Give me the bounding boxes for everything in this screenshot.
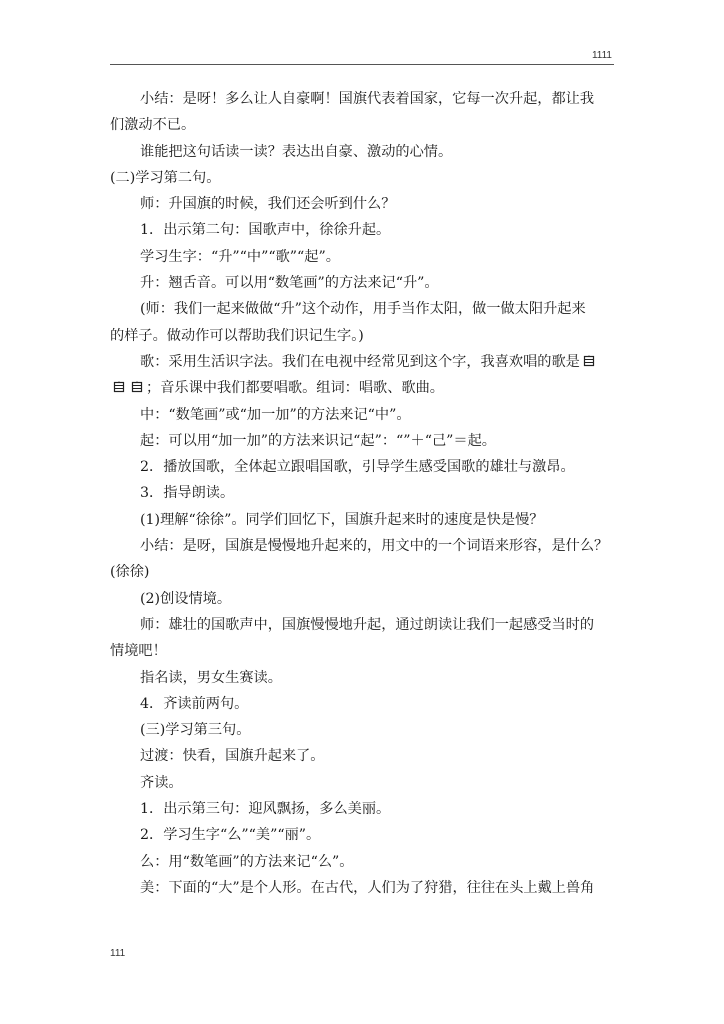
paragraph (110, 875, 620, 901)
paragraph (110, 612, 620, 638)
image-glyph-icon (113, 381, 125, 393)
paragraph-text: 起：可以用“加一加”的方法来识记“起”：“”＋“己”＝起。 (140, 432, 496, 449)
paragraph-text: 指名读，男女生赛读。 (140, 669, 282, 686)
paragraph (110, 507, 620, 533)
paragraph (110, 349, 620, 375)
paragraph-text: 歌：采用生活识字法。我们在电视中经常见到这个字，我喜欢唱的歌是 (140, 353, 580, 370)
paragraph-text: 情境吧！ (110, 643, 167, 660)
footer-page-number: 111 (110, 948, 126, 959)
paragraph (110, 480, 620, 506)
paragraph-text: (二)学习第二句。 (110, 169, 221, 186)
paragraph (110, 112, 620, 138)
paragraph-text: 小结：是呀！多么让人自豪啊！国旗代表着国家，它每一次升起，都让我 (140, 91, 595, 107)
paragraph (110, 191, 620, 217)
document-body (110, 86, 620, 901)
paragraph (110, 139, 620, 165)
paragraph-text: 1．出示第二句：国歌声中，徐徐升起。 (140, 222, 391, 239)
paragraph-text: 师：雄壮的国歌声中，国旗慢慢地升起，通过朗读让我们一起感受当时的 (140, 616, 595, 633)
paragraph (110, 665, 620, 691)
paragraph (110, 86, 620, 112)
paragraph (110, 428, 620, 454)
paragraph-text: 3．指导朗读。 (140, 485, 235, 502)
image-glyph-icon (583, 355, 595, 367)
paragraph (110, 270, 620, 296)
header-page-number: 1111 (591, 50, 612, 61)
paragraph-text: 么：用“数笔画”的方法来记“么”。 (140, 853, 354, 870)
paragraph-text: 小结：是呀，国旗是慢慢地升起来的，用文中的一个词语来形容，是什么？ (140, 538, 609, 555)
paragraph (110, 796, 620, 822)
paragraph (110, 559, 620, 585)
paragraph-text: 的样子。做动作可以帮助我们识记生字。) (110, 327, 364, 344)
paragraph (110, 165, 620, 191)
paragraph-text: (师：我们一起来做做“升”这个动作，用手当作太阳，做一做太阳升起来 (140, 301, 586, 318)
paragraph (110, 217, 620, 243)
paragraph-text: 学习生字：“升”“中”“歌”“起”。 (140, 248, 340, 265)
paragraph-text: 2．学习生字“么”“美”“丽”。 (140, 827, 321, 844)
paragraph-text: 中：“数笔画”或“加一加”的方法来记“中”。 (140, 406, 411, 423)
paragraph (110, 770, 620, 796)
paragraph-text: 齐读。 (140, 774, 183, 791)
paragraph-text: 升：翘舌音。可以用“数笔画”的方法来记“升”。 (140, 275, 439, 292)
paragraph-text: 师：升国旗的时候，我们还会听到什么？ (140, 196, 396, 213)
paragraph (110, 402, 620, 428)
paragraph-text: (三)学习第三句。 (140, 722, 251, 739)
header-rule (110, 64, 614, 65)
paragraph-text: 1．出示第三句：迎风飘扬，多么美丽。 (140, 801, 391, 818)
paragraph (110, 323, 620, 349)
paragraph-text: 们激动不已。 (110, 117, 196, 134)
paragraph (110, 375, 620, 401)
paragraph (110, 244, 620, 270)
image-glyph-icon (131, 381, 143, 393)
paragraph-text: 4．齐读前两句。 (140, 695, 249, 712)
paragraph-text: 2．播放国歌，全体起立跟唱国歌，引导学生感受国歌的雄壮与激昂。 (140, 459, 575, 476)
paragraph-text: (徐徐) (110, 564, 150, 581)
paragraph (110, 849, 620, 875)
paragraph (110, 743, 620, 769)
paragraph-text: 谁能把这句话读一读？表达出自豪、激动的心情。 (140, 143, 453, 160)
paragraph (110, 638, 620, 664)
paragraph (110, 822, 620, 848)
paragraph (110, 533, 620, 559)
paragraph (110, 296, 620, 322)
paragraph-text: (2)创设情境。 (140, 590, 232, 607)
paragraph-text: 美：下面的“大”是个人形。在古代，人们为了狩猎，往往在头上戴上兽角 (140, 879, 595, 896)
paragraph-text: ；音乐课中我们都要唱歌。组词：唱歌、歌曲。 (146, 380, 444, 397)
paragraph-text: (1)理解“徐徐”。同学们回忆下，国旗升起来时的速度是快是慢？ (140, 511, 544, 528)
paragraph (110, 586, 620, 612)
paragraph (110, 717, 620, 743)
paragraph (110, 454, 620, 480)
paragraph-text: 过渡：快看，国旗升起来了。 (140, 748, 325, 765)
paragraph (110, 691, 620, 717)
